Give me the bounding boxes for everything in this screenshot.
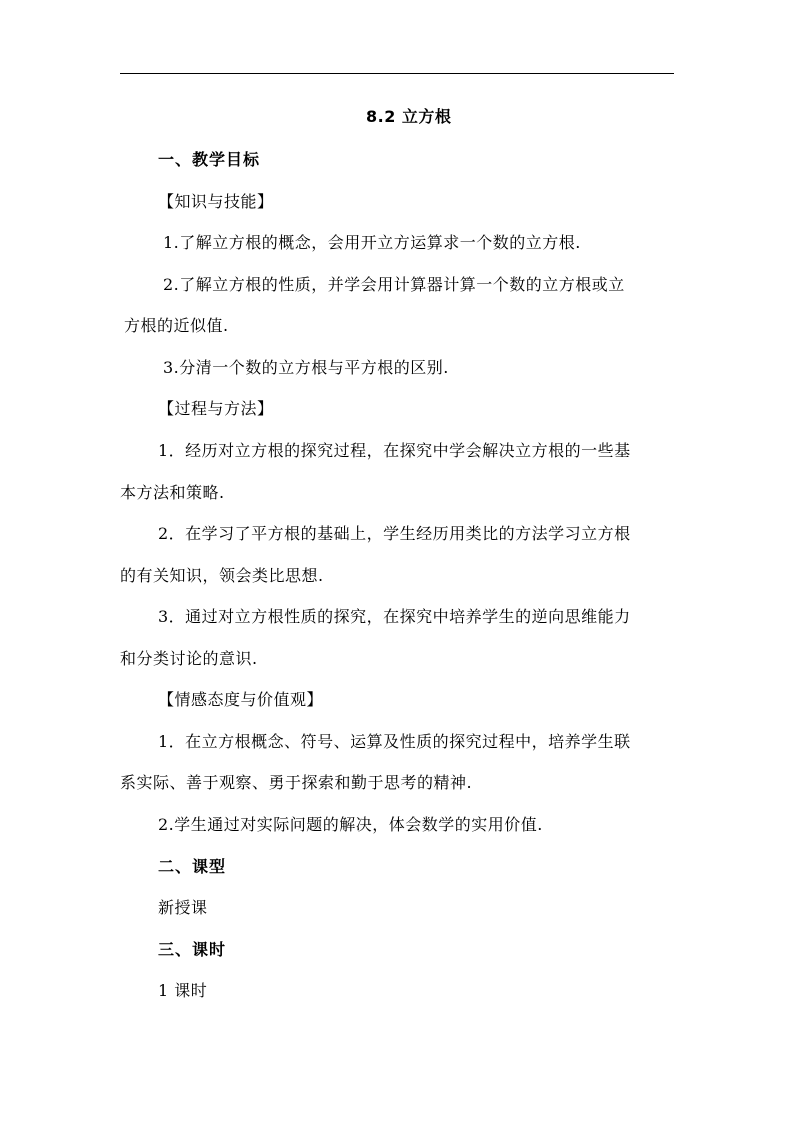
section-heading-objectives: 一、教学目标 <box>158 150 261 169</box>
attitude-item-1-line-2: 系实际、善于观察、勇于探索和勤于思考的精神. <box>120 773 473 792</box>
subsection-label-knowledge: 【知识与技能】 <box>158 192 274 211</box>
process-item-1-line-1: 1．经历对立方根的探究过程，在探究中学会解决立方根的一些基 <box>158 441 631 460</box>
process-item-1-line-2: 本方法和策略. <box>120 483 225 502</box>
process-item-2-line-2: 的有关知识，领会类比思想. <box>120 566 324 585</box>
process-item-3-line-2: 和分类讨论的意识. <box>120 649 258 668</box>
knowledge-item-1: 1.了解立方根的概念，会用开立方运算求一个数的立方根. <box>163 233 581 252</box>
knowledge-item-3: 3.分清一个数的立方根与平方根的区别. <box>163 358 449 377</box>
subsection-label-process: 【过程与方法】 <box>158 399 274 418</box>
document-title: 8.2 立方根 <box>366 107 452 126</box>
header-rule <box>120 73 674 74</box>
knowledge-item-2-line-2: 方根的近似值. <box>124 316 229 335</box>
process-item-3-line-1: 3．通过对立方根性质的探究，在探究中培养学生的逆向思维能力 <box>158 607 631 626</box>
subsection-label-attitude: 【情感态度与价值观】 <box>158 690 324 709</box>
attitude-item-2: 2.学生通过对实际问题的解决，体会数学的实用价值. <box>158 815 543 834</box>
process-item-2-line-1: 2．在学习了平方根的基础上，学生经历用类比的方法学习立方根 <box>158 524 631 543</box>
attitude-item-1-line-1: 1．在立方根概念、符号、运算及性质的探究过程中，培养学生联 <box>158 732 631 751</box>
knowledge-item-2-line-1: 2.了解立方根的性质，并学会用计算器计算一个数的立方根或立 <box>163 275 625 294</box>
section-heading-lesson-type: 二、课型 <box>158 857 227 876</box>
periods-value: 1 课时 <box>158 981 208 1000</box>
lesson-type-value: 新授课 <box>158 898 208 917</box>
section-heading-periods: 三、课时 <box>158 940 227 959</box>
